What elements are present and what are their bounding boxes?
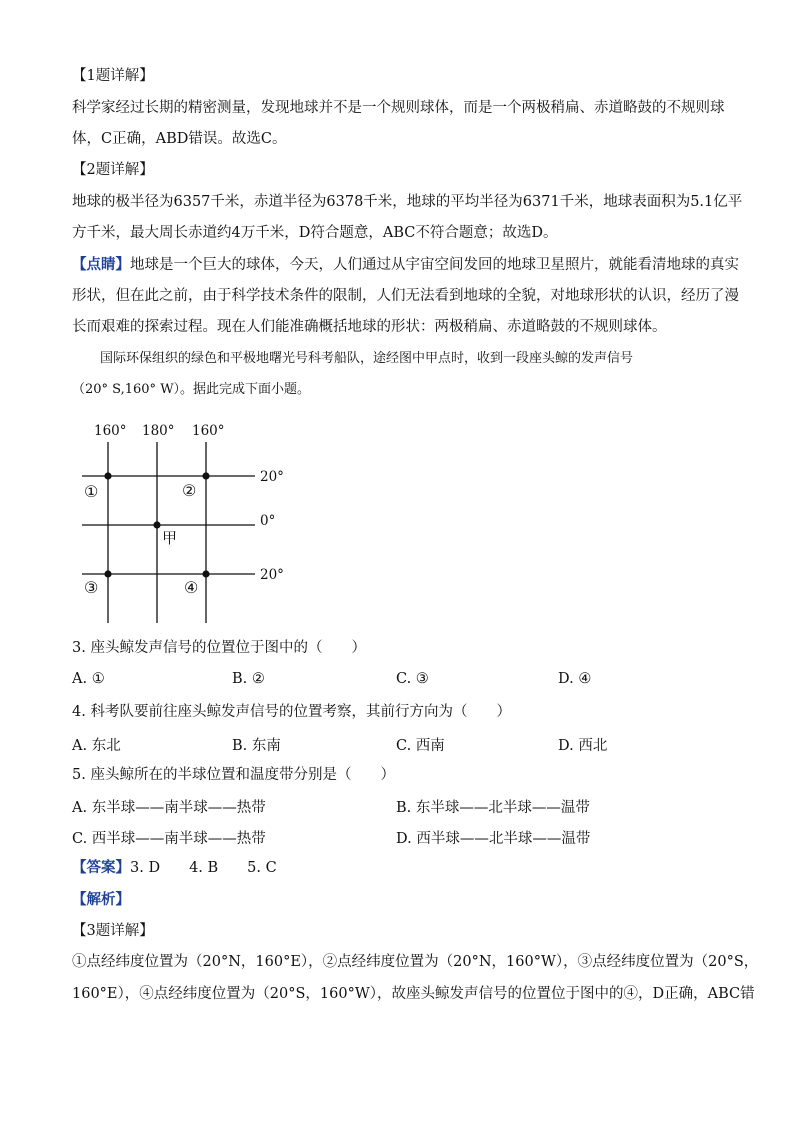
top-label-160w: 160°	[192, 423, 225, 439]
q1-explanation-line2: 体，C正确，ABD错误。故选C。	[72, 131, 287, 147]
intro-line2: （20° S,160° W）。据此完成下面小题。	[72, 382, 311, 397]
analysis-label: 【解析】	[72, 891, 130, 908]
q3-option-b[interactable]: B. ②	[232, 671, 265, 687]
tip-line1	[72, 255, 739, 275]
q4-option-b[interactable]: B. 东南	[232, 738, 281, 754]
q1-explanation-line1: 科学家经过长期的精密测量，发现地球并不是一个规则球体，而是一个两极稍扁、赤道略鼓的不规则球	[72, 100, 725, 116]
q2-explanation-heading: 【2题详解】	[72, 162, 154, 178]
answer-line	[72, 858, 277, 878]
point-4-label: ④	[184, 578, 199, 597]
q5-option-b[interactable]: B. 东半球——北半球——温带	[396, 800, 590, 816]
right-label-20s: 20°	[260, 567, 284, 583]
tip-text1: 地球是一个巨大的球体，今天，人们通过从宇宙空间发回的地球卫星照片，就能看清地球的真实	[130, 257, 739, 273]
q3-stem: 3. 座头鲸发声信号的位置位于图中的（ ）	[72, 640, 366, 656]
q4-stem: 4. 科考队要前往座头鲸发声信号的位置考察，其前行方向为（ ）	[72, 704, 511, 720]
point-1-label: ①	[84, 482, 99, 501]
point-3-label: ③	[84, 578, 99, 597]
q3-explanation-line2: 160°E），④点经纬度位置为（20°S，160°W），故座头鲸发声信号的位置位于图中的④，D正确，ABC错	[72, 986, 755, 1002]
q5-option-d[interactable]: D. 西半球——北半球——温带	[396, 831, 591, 847]
tip-line2: 形状，但在此之前，由于科学技术条件的限制，人们无法看到地球的全貌，对地球形状的认识，经历了漫	[72, 288, 739, 304]
q3-option-c[interactable]: C. ③	[396, 671, 429, 687]
q4-option-d[interactable]: D. 西北	[558, 738, 608, 754]
point-2-dot	[202, 472, 209, 479]
intro-line1: 国际环保组织的绿色和平极地曙光号科考船队，途经图中甲点时，收到一段座头鲸的发声信号	[100, 351, 634, 366]
q2-explanation-line2: 方千米，最大周长赤道约4万千米，D符合题意，ABC不符合题意；故选D。	[72, 225, 558, 241]
top-label-180: 180°	[142, 423, 175, 439]
q3-explanation-heading: 【3题详解】	[72, 923, 154, 939]
q5-stem: 5. 座头鲸所在的半球位置和温度带分别是（ ）	[72, 767, 395, 783]
tip-line3: 长而艰难的探索过程。现在人们能准确概括地球的形状：两极稍扁、赤道略鼓的不规则球体。	[72, 319, 667, 335]
q3-explanation-line1: ①点经纬度位置为（20°N，160°E），②点经纬度位置为（20°N，160°W），③点经纬度位置为（20°S，	[72, 954, 759, 970]
q5-option-a[interactable]: A. 东半球——南半球——热带	[72, 800, 266, 816]
tip-label: 【点睛】	[72, 256, 130, 273]
top-label-160e: 160°	[94, 423, 127, 439]
point-1-dot	[104, 472, 111, 479]
point-4-dot	[202, 570, 209, 577]
q3-option-a[interactable]: A. ①	[72, 671, 105, 687]
q4-option-c[interactable]: C. 西南	[396, 738, 445, 754]
lat-lon-grid-figure	[70, 415, 300, 630]
point-3-dot	[104, 570, 111, 577]
point-jia-label: 甲	[162, 529, 178, 547]
q4-option-a[interactable]: A. 东北	[72, 738, 121, 754]
answer-label: 【答案】	[72, 859, 130, 876]
q5-option-c[interactable]: C. 西半球——南半球——热带	[72, 831, 266, 847]
q1-explanation-heading: 【1题详解】	[72, 68, 154, 84]
answer-text: 3. D 4. B 5. C	[130, 860, 277, 876]
q3-option-d[interactable]: D. ④	[558, 671, 592, 687]
q2-explanation-line1: 地球的极半径为6357千米，赤道半径为6378千米，地球的平均半径为6371千米，地球表面积为5.1亿平	[72, 194, 743, 210]
right-label-20n: 20°	[260, 469, 284, 485]
point-jia-dot	[153, 521, 160, 528]
right-label-equator: 0°	[260, 513, 276, 529]
point-2-label: ②	[182, 481, 197, 500]
